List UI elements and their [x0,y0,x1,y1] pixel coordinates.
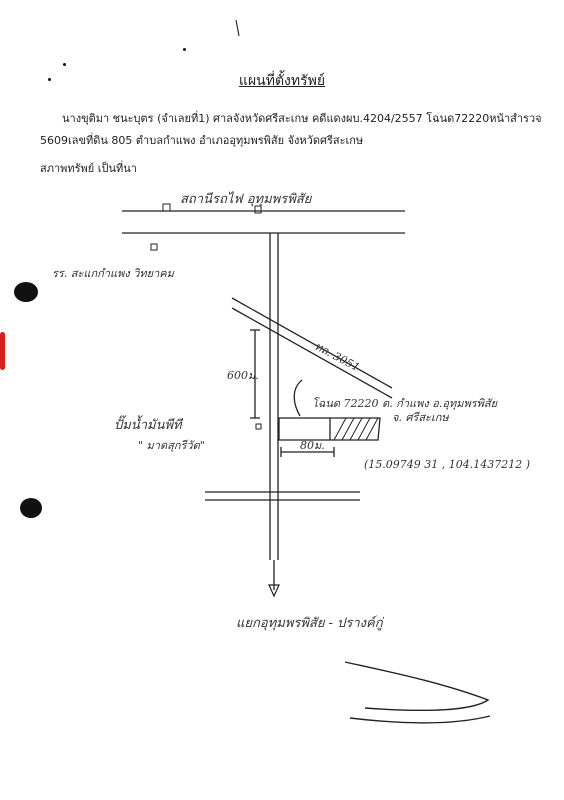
parcel-pointer-arrow [294,380,302,416]
station-marker [163,204,170,211]
coordinates-label: (15.09749 31 , 104.1437212 ) [364,458,531,471]
case-details-line2: 5609เลขที่ดิน 805 ตำบลกำแพง อำเภออุทุมพรพิสัย จังหวัดศรีสะเกษ [40,134,364,147]
parcel-label-line2: จ. ศรีสะเกษ [392,411,449,424]
case-details-line1: นางขุติมา ชนะบุตร (จำเลยที่1) ศาลจังหวัดศรีสะเกษ คดีแดงผบ.4204/2557 โฉนด72220หน้าสำรวจ [62,112,542,125]
top-road-label: สถานีรถไฟ อุทุมพรพิสัย [180,192,312,207]
parcel-label-line1: โฉนด 72220 ต. กำแพง อ.อุทุมพรพิสัย [312,397,498,410]
gas-station-marker [256,424,261,429]
signature [345,662,490,723]
highway-label: ทล. 3051 [312,339,362,375]
gas-station-sublabel: " มาดสุกรีวัด" [138,439,205,452]
property-condition: สภาพทรัพย์ เป็นที่นา [40,162,137,175]
page-title: แผนที่ตั้งทรัพย์ [238,73,326,89]
distance-600m-label: 600ม. [227,369,259,382]
school-label: รร. สะแกกำแพง วิทยาคม [52,267,174,280]
gas-station-label: ปั๊มน้ำมันพีที [114,418,182,433]
bottom-junction-label: แยกอุทุมพรพิสัย - ปรางค์กู่ [236,616,383,631]
distance-80m-label: 80ม. [300,439,325,452]
school-flag-marker [151,244,157,250]
